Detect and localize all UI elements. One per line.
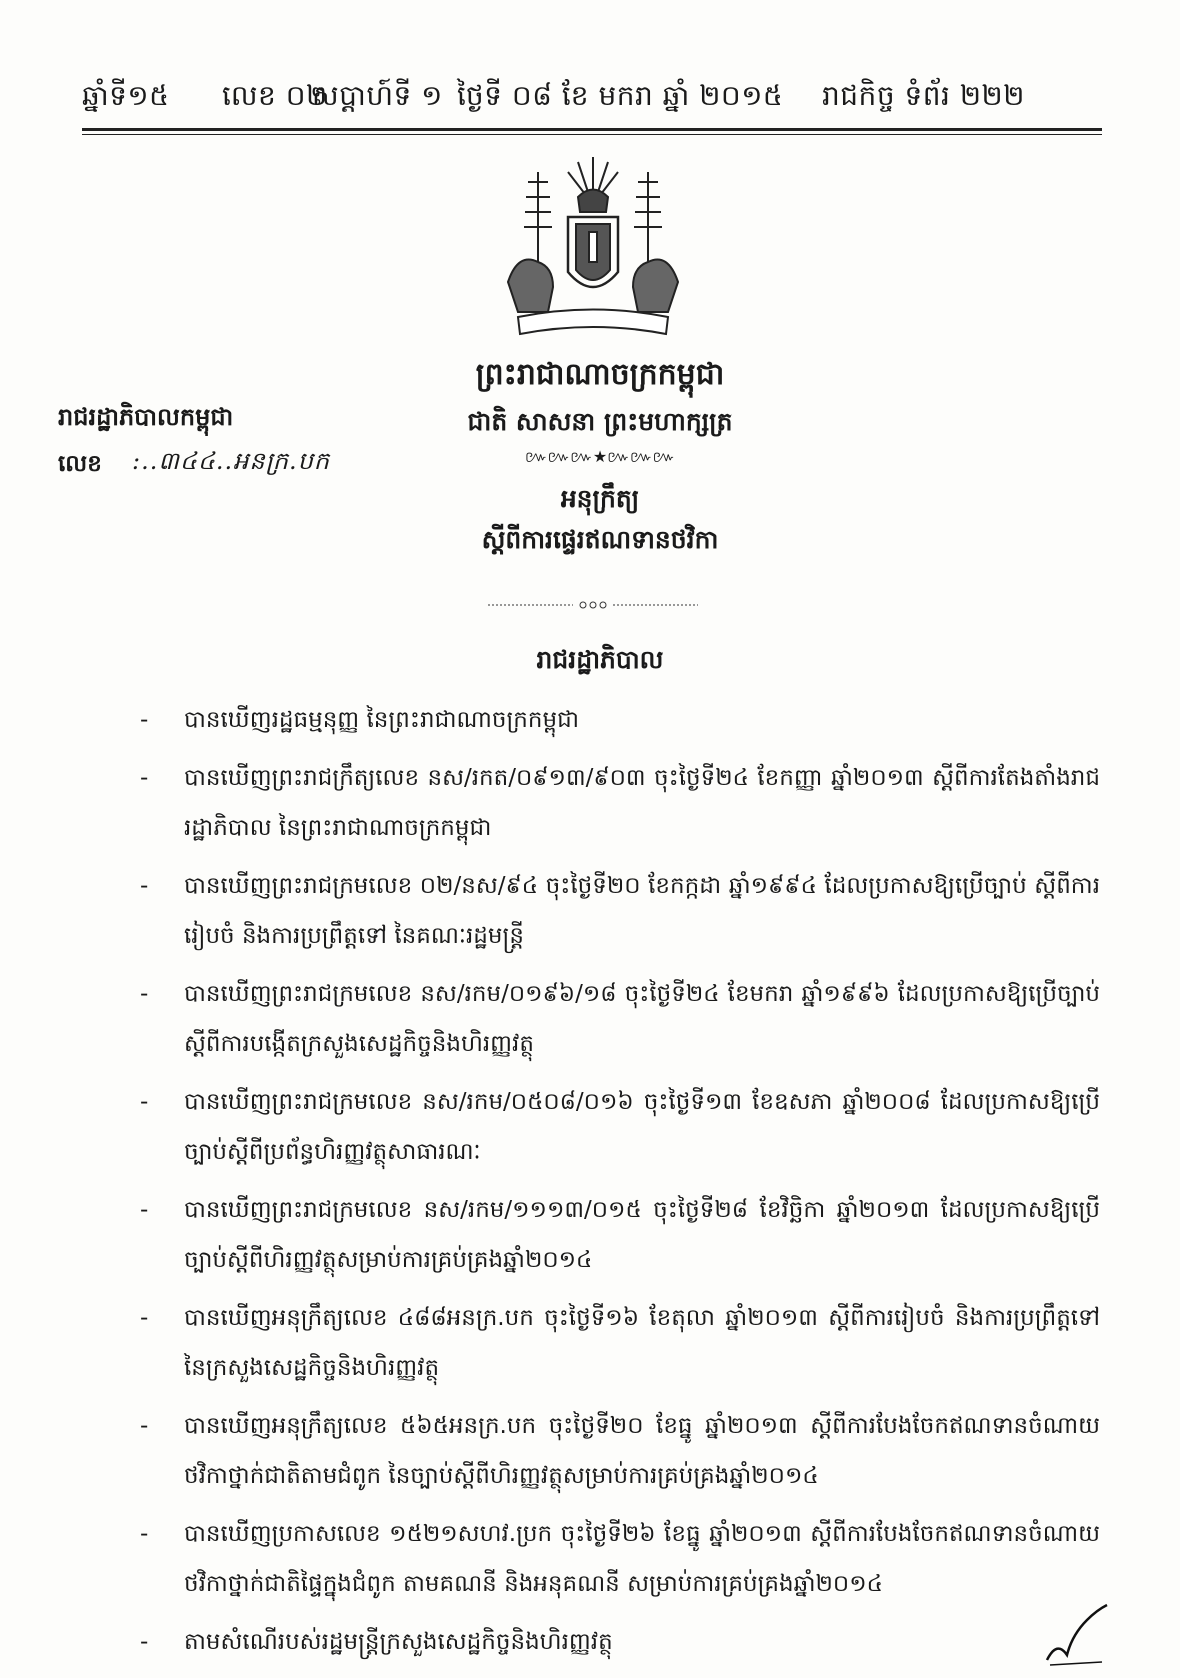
consideration-text: តាមសំណើរបស់រដ្ឋមន្ត្រីក្រសួងសេដ្ឋកិច្ចនិងហិរញ្ញវត្ថុ: [184, 1629, 613, 1655]
gazette-date: ថ្ងៃទី ០៨ ខែ មករា ឆ្នាំ ២០១៥: [457, 79, 784, 112]
consideration-item: [140, 1185, 1100, 1285]
consideration-text: បានឃើញព្រះរាជក្រឹត្យលេខ នស/រកត/០៩១៣/៩០៣ ចុះថ្ងៃទី២៤ ខែកញ្ញា ឆ្នាំ២០១៣ ស្តីពីការតែងតាំងរាជរដ្ឋាភិបាល នៃព្រះរាជាណាចក្រកម្ពុជា: [184, 765, 1100, 841]
considerations-list: [140, 695, 1100, 1675]
consideration-item: [140, 1077, 1100, 1177]
kingdom-heading: ព្រះរាជាណាចក្រកម្ពុជា: [475, 357, 725, 392]
national-motto: ជាតិ សាសនា ព្រះមហាក្សត្រ: [467, 407, 733, 436]
list-bullet: -: [140, 765, 149, 791]
consideration-text: បានឃើញព្រះរាជក្រមលេខ ០២/នស/៩៤ ចុះថ្ងៃទី២០ ខែកក្កដា ឆ្នាំ១៩៩៤ ដែលប្រកាសឱ្យប្រើច្បាប់ ស្តីពីការរៀបចំ និងការប្រព្រឹត្តទៅ នៃគណៈរដ្ឋមន្ត្រី: [184, 873, 1100, 949]
motto-ornament: ៚៚៚★៚៚៚: [524, 447, 676, 466]
list-bullet: -: [140, 1413, 149, 1439]
consideration-text: បានឃើញព្រះរាជក្រមលេខ នស/រកម/០៥០៨/០១៦ ចុះថ្ងៃទី១៣ ខែឧសភា ឆ្នាំ២០០៨ ដែលប្រកាសឱ្យប្រើច្បាប់ស្តីពីប្រព័ន្ធហិរញ្ញវត្ថុសាធារណៈ: [184, 1089, 1100, 1165]
consideration-item: [140, 861, 1100, 961]
consideration-item: [140, 1401, 1100, 1501]
consideration-text: បានឃើញប្រកាសលេខ ១៥២១សហវ.ប្រក ចុះថ្ងៃទី២៦ ខែធ្នូ ឆ្នាំ២០១៣ ស្តីពីការបែងចែកឥណទានចំណាយថវិកាថ្នាក់ជាតិផ្ទៃក្នុងជំពូក តាមគណនី និងអនុគណនី សម្រាប់ការគ្រប់គ្រងឆ្នាំ២០១៤: [184, 1521, 1100, 1597]
consideration-text: បានឃើញអនុក្រឹត្យលេខ ៤៨៨អនក្រ.បក ចុះថ្ងៃទី១៦ ខែតុលា ឆ្នាំ២០១៣ ស្តីពីការរៀបចំ និងការប្រព្រឹត្តទៅនៃក្រសួងសេដ្ឋកិច្ចនិងហិរញ្ញវត្ថុ: [184, 1305, 1100, 1381]
handwritten-initial-icon: [1042, 1600, 1112, 1670]
consideration-item: [140, 1617, 1100, 1667]
gazette-header: [82, 78, 1102, 118]
header-rule-thin: [82, 134, 1102, 135]
consideration-item: [140, 1509, 1100, 1609]
consideration-item: [140, 1293, 1100, 1393]
list-bullet: -: [140, 1629, 149, 1655]
header-rule-thick: [82, 128, 1102, 131]
ornament-divider-icon: [488, 598, 698, 612]
gazette-page: រាជកិច្ច ទំព័រ ២២២: [822, 79, 1025, 112]
consideration-text: បានឃើញអនុក្រឹត្យលេខ ៥៦៥អនក្រ.បក ចុះថ្ងៃទី២០ ខែធ្នូ ឆ្នាំ២០១៣ ស្តីពីការបែងចែកឥណទានចំណាយថវិកាថ្នាក់ជាតិតាមជំពូក នៃច្បាប់ស្តីពីហិរញ្ញវត្ថុសម្រាប់ការគ្រប់គ្រងឆ្នាំ២០១៤: [184, 1413, 1100, 1489]
list-bullet: -: [140, 981, 149, 1007]
reference-label: លេខ: [58, 450, 102, 477]
consideration-item: [140, 753, 1100, 853]
royal-coat-of-arms-icon: [498, 152, 688, 342]
list-bullet: -: [140, 707, 149, 733]
consideration-text: បានឃើញរដ្ឋធម្មនុញ្ញ នៃព្រះរាជាណាចក្រកម្ពុជា: [184, 707, 579, 733]
list-bullet: -: [140, 873, 149, 899]
list-bullet: -: [140, 1197, 149, 1223]
document-type: អនុក្រឹត្យ: [560, 484, 640, 513]
section-title: រាជរដ្ឋាភិបាល: [536, 645, 664, 674]
list-bullet: -: [140, 1521, 149, 1547]
document-subject: ស្តីពីការផ្ទេរឥណទានថវិកា: [481, 525, 719, 554]
list-bullet: -: [140, 1305, 149, 1331]
gazette-issue: លេខ ០២: [222, 79, 328, 112]
gazette-year: ឆ្នាំទី១៥: [82, 79, 170, 112]
issuer-name: រាជរដ្ឋាភិបាលកម្ពុជា: [58, 402, 234, 431]
consideration-item: [140, 695, 1100, 745]
consideration-text: បានឃើញព្រះរាជក្រមលេខ នស/រកម/០១៩៦/១៨ ចុះថ្ងៃទី២៤ ខែមករា ឆ្នាំ១៩៩៦ ដែលប្រកាសឱ្យប្រើច្បាប់ ស្តីពីការបង្កើតក្រសួងសេដ្ឋកិច្ចនិងហិរញ្ញវត្ថុ: [184, 981, 1100, 1057]
consideration-item: [140, 969, 1100, 1069]
list-bullet: -: [140, 1089, 149, 1115]
gazette-week: សប្តាហ៍ទី ១: [312, 79, 443, 112]
consideration-text: បានឃើញព្រះរាជក្រមលេខ នស/រកម/១១១៣/០១៥ ចុះថ្ងៃទី២៨ ខែវិច្ឆិកា ឆ្នាំ២០១៣ ដែលប្រកាសឱ្យប្រើច្បាប់ស្តីពីហិរញ្ញវត្ថុសម្រាប់ការគ្រប់គ្រងឆ្នាំ២០១៤: [184, 1197, 1100, 1273]
reference-number: :..៣៤៤..អនក្រ.បក: [132, 447, 331, 475]
